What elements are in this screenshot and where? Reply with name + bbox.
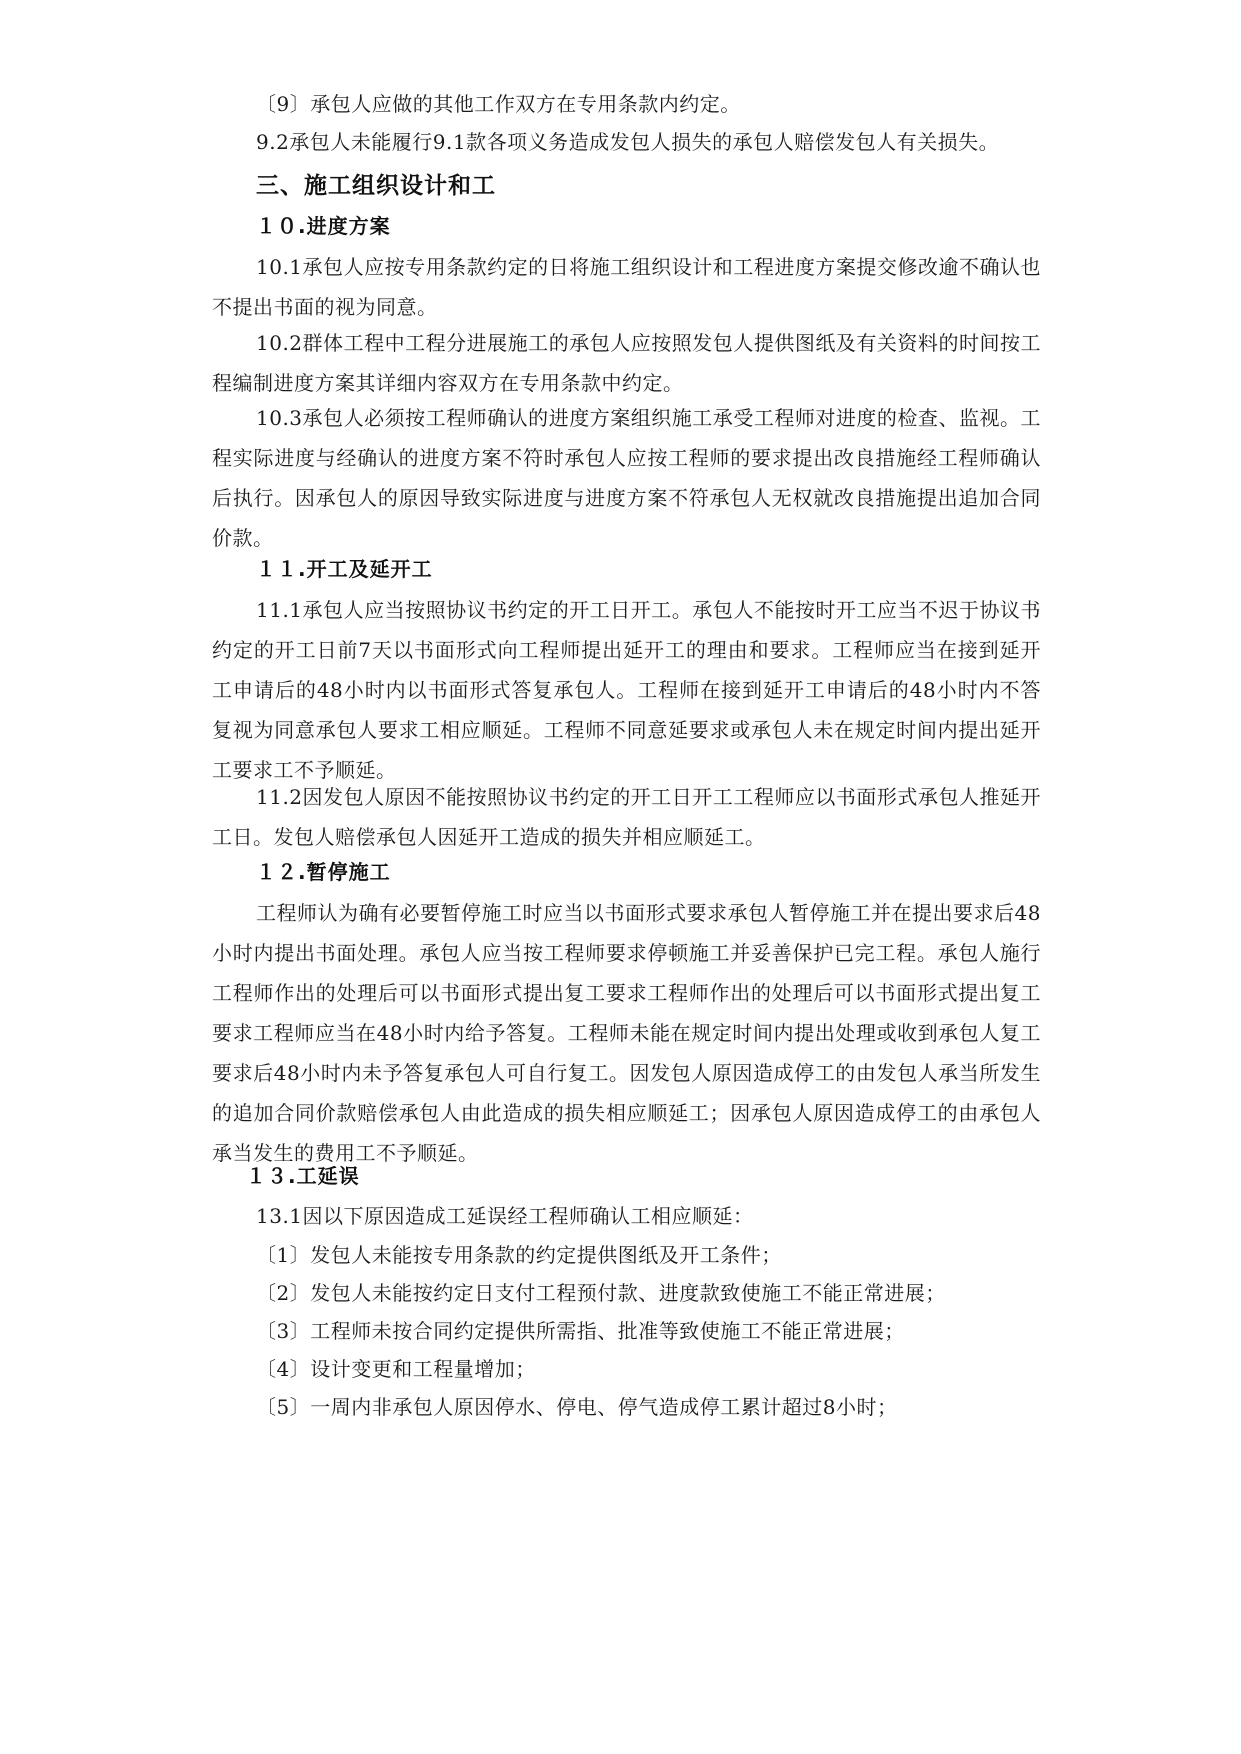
list-item: 〔9〕承包人应做的其他工作双方在专用条款内约定。 (256, 92, 741, 116)
clause-13-heading (0, 1156, 1241, 1196)
section-3-heading (0, 166, 1241, 206)
paragraph: 11.2因发包人原因不能按照协议书约定的开工日开工工程师应以书面形式承包人推延开工日。发包人赔偿承包人因延开工造成的损失并相应顺延工。 (212, 785, 1041, 849)
clause-13-1 (0, 1196, 1241, 1236)
clause-11-heading (0, 549, 1241, 589)
paragraph: 9.2承包人未能履行9.1款各项义务造成发包人损失的承包人赔偿发包人有关损失。 (256, 130, 1000, 154)
list-item: 〔4〕设计变更和工程量增加； (256, 1357, 536, 1381)
clause-13-1-item-4 (0, 1349, 1241, 1389)
clause-heading: １１.开工及延开工 (256, 557, 433, 581)
clause-11-2 (0, 777, 1241, 857)
clause-13-1-item-2 (0, 1273, 1241, 1313)
clause-heading: １２.暂停施工 (256, 860, 391, 884)
clause-12-body (0, 893, 1241, 1173)
section-heading: 三、施工组织设计和工 (256, 173, 496, 199)
clause-10-3 (0, 398, 1241, 558)
clause-heading: １３.工延误 (246, 1164, 360, 1188)
clause-10-heading (0, 206, 1241, 246)
paragraph: 11.1承包人应当按照协议书约定的开工日开工。承包人不能按时开工应当不迟于协议书约定的开工日前7天以书面形式向工程师提出延开工的理由和要求。工程师应当在接到延开工申请后的48小时内以书面形式答复承包人。工程师在接到延开工申请后的48小时内不答复视为同意承包人要求工相应顺延。工程师不同意延要求或承包人未在规定时间内提出延开工要求工不予顺延。 (212, 598, 1041, 782)
list-item: 〔5〕一周内非承包人原因停水、停电、停气造成停工累计超过8小时； (256, 1395, 898, 1419)
clause-13-1-item-5 (0, 1387, 1241, 1427)
clause-heading: １０.进度方案 (256, 214, 391, 238)
clause-9-2 (0, 122, 1241, 162)
list-item: 〔2〕发包人未能按约定日支付工程预付款、进度款致使施工不能正常进展； (256, 1281, 946, 1305)
paragraph: 10.3承包人必须按工程师确认的进度方案组织施工承受工程师对进度的检查、监视。工程实际进度与经确认的进度方案不符时承包人应按工程师的要求提出改良措施经工程师确认后执行。因承包人的原因导致实际进度与进度方案不符承包人无权就改良措施提出追加合同价款。 (212, 406, 1041, 550)
clause-13-1-item-1 (0, 1235, 1241, 1275)
paragraph: 工程师认为确有必要暂停施工时应当以书面形式要求承包人暂停施工并在提出要求后48小时内提出书面处理。承包人应当按工程师要求停顿施工并妥善保护已完工程。承包人施行工程师作出的处理后可以书面形式提出复工要求工程师作出的处理后可以书面形式提出复工要求工程师应当在48小时内给予答复。工程师未能在规定时间内提出处理或收到承包人复工要求后48小时内未予答复承包人可自行复工。因发包人原因造成停工的由发包人承当所发生的追加合同价款赔偿承包人由此造成的损失相应顺延工；因承包人原因造成停工的由承包人承当发生的费用工不予顺延。 (212, 901, 1041, 1165)
list-item: 13.1因以下原因造成工延误经工程师确认工相应顺延： (256, 1204, 754, 1228)
clause-11-1 (0, 590, 1241, 790)
clause-item-9-9 (0, 84, 1241, 124)
clause-10-2 (0, 323, 1241, 403)
paragraph: 10.1承包人应按专用条款约定的日将施工组织设计和工程进度方案提交修改逾不确认也不提出书面的视为同意。 (212, 255, 1041, 319)
clause-12-heading (0, 852, 1241, 892)
list-item: 〔1〕发包人未能按专用条款的约定提供图纸及开工条件； (256, 1243, 782, 1267)
clause-10-1 (0, 247, 1241, 327)
clause-13-1-item-3 (0, 1311, 1241, 1351)
paragraph: 10.2群体工程中工程分进展施工的承包人应按照发包人提供图纸及有关资料的时间按工程编制进度方案其详细内容双方在专用条款中约定。 (212, 331, 1041, 395)
list-item: 〔3〕工程师未按合同约定提供所需指、批准等致使施工不能正常进展； (256, 1319, 905, 1343)
